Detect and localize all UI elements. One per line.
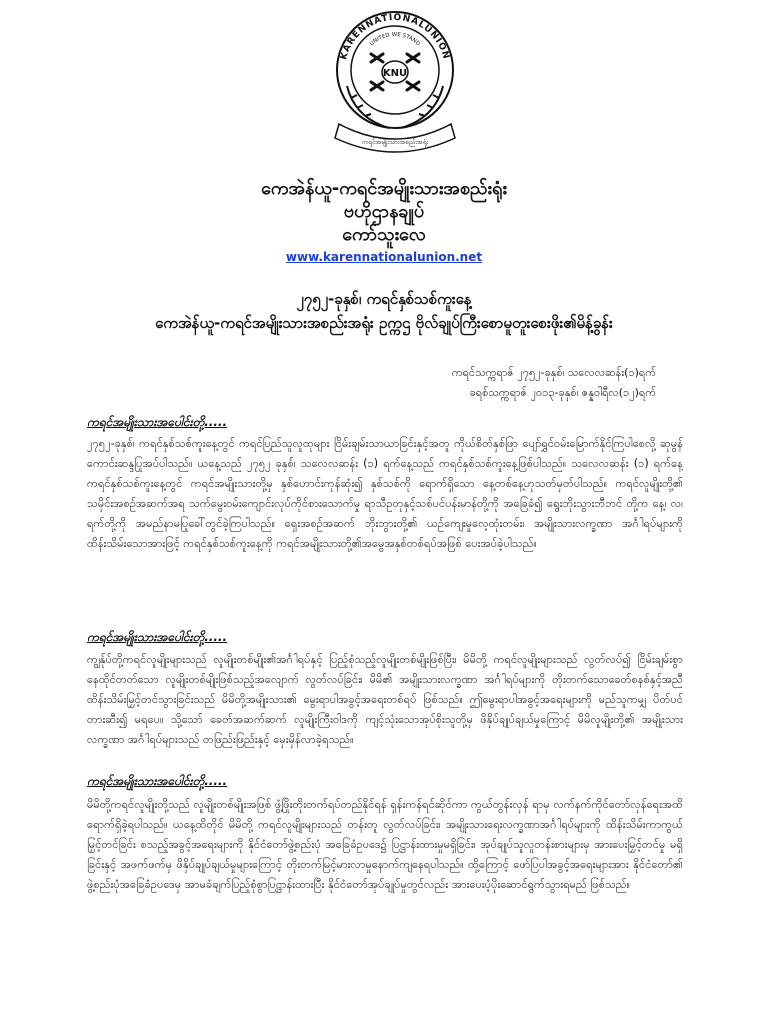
speech-title-line1: ၂၇၅၂-ခုနှစ်၊ ကရင်နှစ်သစ်ကူးနေ့ xyxy=(296,290,472,308)
salutation-2: ကရင်အမျိုးသားအပေါင်းတို့..... xyxy=(87,630,228,644)
paragraph-1: ၂၇၅၂-ခုနှစ်၊ ကရင်နှစ်သစ်ကူးနေ့တွင် ကရင်ပြည်သူလူထုများ ငြိမ်းချမ်းသာယာခြင်းနှင့်အတူ ကိုယ်စိတ်နှစ်ဖြာ ပျော်ရွှင်ဝမ်းမြောက်နိုင်ကြပါစေလို့ ဆုမွန်ကောင်းဆန္ဒပြုအပ်ပါသည်။ ယနေ့သည် ၂၇၅၂ ခုနှစ်၊ သလေလဆန်း (၁) ရက်နေ့သည် ကရင်နှစ်သစ်ကူးနေ့ဖြစ်ပါသည်။ သလေလဆန်း (၁) ရက်နေ့ ကရင်နှစ်သစ်ကူးနေ့တွင် ကရင်အမျိုးသားတို့မှ နှစ်ဟောင်းကုန်ဆုံး၍ နှစ်သစ်ကို ရောက်ရှိသော နေ့တစ်နေ့ဟုသတ်မှတ်ပါသည်။ ကရင်လူမျိုးတို့၏ သမိုင်းအစဉ်အဆက်အရ သက်မွေးဝမ်းကျောင်းလုပ်ကိုင်စားသောက်မှု ရာသီဥတုနှင့်သစ်ပင်ပန်းမာန်တို့ကို အခြေခံ၍ ရွေးဘိုးသွားဘီဘင် တို့က နေ့၊ လ၊ ရက်တို့ကို အမည်နာမပြုခေါ်တွင်ခဲ့ကြပါသည်။ ရှေးအစဉ်အဆက် ဘိုးဘွားတို့၏ ယဉ်ကျေးမှုလေ့ထုံးတမ်း၊ အမျိုးသားလက္ခဏာ အင်္ဂါရပ်များကို ထိန်းသိမ်းသောအားဖြင့် ကရင်နှစ်သစ်ကူးနေ့ကို ကရင်အမျိုးသားတို့၏အမွေအနှစ်တစ်ရပ်အဖြစ် ပေးအပ်ခဲ့ပါသည်။ xyxy=(87,437,683,550)
knu-seal-svg xyxy=(325,6,465,156)
office-location: ကော်သူးလေ xyxy=(342,224,426,245)
org-name: ကေအဲန်ယူ-ကရင်အမျိုးသားအစည်းရုံး xyxy=(261,178,507,199)
salutation-3: ကရင်အမျိုးသားအပေါင်းတို့..... xyxy=(87,774,228,788)
paragraph-2: ကျွန်ုပ်တို့ကရင်လူမျိုးများသည် လူမျိုးတစ်မျိုး၏အင်္ဂါရပ်နှင့် ပြည့်စုံသည့်လူမျိုးတစ်မျိုးဖြစ်ပြီး၊ မိမိတို့ ကရင်လူမျိုးများသည် လွတ်လပ်၍ ငြိမ်းချမ်းစွာနေထိုင်တတ်သော လူမျိုးတစ်မျိုးဖြစ်သည့်အလျောက် လွတ်လပ်ခြင်း၊ မိမိ၏ အမျိုးသားလက္ခဏာ အင်္ဂါရပ်များကို တိုးတက်သောခေတ်စနစ်နှင့်အညီ ထိန်းသိမ်းမြှင့်တင်သွားခြင်းသည် မိမိတို့အမျိုးသား၏ မွေးရာပါအခွင့်အရေးတစ်ရပ် ဖြစ်သည်။ ဤမွေးရာပါအခွင့်အရေးများကို မည်သူကမျှ ပိတ်ပင်တားဆီး၍ မရပေ။ သို့သော် ခေတ်အဆက်ဆက် လူမျိုးကြီးဝါဒကို ကျင့်သုံးသောအုပ်စိုးသူတို့မှ ဖိနှိပ်ချုပ်ချယ်မှုကြောင့် မိမိလူမျိုးတို့၏ အမျိုးသားလက္ခဏာ အင်္ဂါရပ်များသည် တဖြည်းဖြည်းနှင့် မှေးမှိန်လာခဲ့ရသည်။ xyxy=(87,653,683,746)
paragraph-3: မိမိတို့ကရင်လူမျိုးတို့သည် လူမျိုးတစ်မျိုးအဖြစ် ဖွံ့ဖြိုးတိုးတက်ရပ်တည်နိုင်ရန် ရှန်းကန်ရင်ဆိုင်ကာ ကွယ်တွန်းလှန် ရာမှ လက်နက်ကိုင်တော်လှန်ရေးအထိ ရောက်ရှိခဲ့ရပါသည်။ ယနေ့ထိတိုင် မိမိတို့ ကရင်လူမျိုးများသည် တန်းတူ လွတ်လပ်ခြင်း၊ အမျိုးသားရေးလက္ခဏာအင်္ဂါရပ်များကို ထိန်းသိမ်းကာကွယ်မြှင့်တင်ခြင်း စသည့်အခွင့်အရေးများကို နိုင်ငံတော်ဖွဲ့စည်းပုံ အခြေခံဥပဒေ၌ ပြဋ္ဌာန်းထားမှုမရှိခြင်း၊ အုပ်ချုပ်သူလူတန်းစားများမှ အားပေးမြှင့်တင်မှု မရှိခြင်းနှင့် အဖက်ဖက်မှ ဖိနှိပ်ချုပ်ချယ်မှုများကြောင့် တိုးတက်မြင့်မားလာမှုနောက်ကျနေရပါသည်။ ထို့ကြောင့် ဖော်ပြပါအခွင့်အရေးများအား နိုင်ငံတော်၏ ဖွဲ့စည်းပုံအခြေခံဥပဒေမှ အာမခံချက်ပြည့်စုံစွာပြဋ္ဌာန်းထားပြီး နိုင်ငံတော်အုပ်ချုပ်မှုတွင်လည်း အားပေးပံ့ပိုးဆောင်ရွက်သွားရမည် ဖြစ်သည်။ xyxy=(87,798,683,891)
knu-seal-logo xyxy=(325,6,465,156)
website-link[interactable]: www.karennationalunion.net xyxy=(285,250,483,264)
svg-text:KARENNATIONALUNION: KARENNATIONALUNION xyxy=(339,12,451,61)
svg-text:KNU: KNU xyxy=(382,68,408,79)
svg-text:UNITED WE STAND: UNITED WE STAND xyxy=(369,31,421,48)
speech-title-line2: ကေအဲန်ယူ-ကရင်အမျိုးသားအစည်းအရုံး ဥက္ကဌ ဗိုလ်ချုပ်ကြီးစောမူတူးစေးဖိုး၏မိန့်ခွန်း xyxy=(155,314,613,332)
christian-era-date: ခရစ်သက္ကရာဇ် ၂၀၁၃-ခုနှစ်၊ ဇန္နဝါရီလ(၁၂)ရက် xyxy=(469,386,656,399)
salutation-1: ကရင်အမျိုးသားအပေါင်းတို့..... xyxy=(87,415,228,429)
department-name: ဗဟိုဌာနချုပ် xyxy=(343,201,425,222)
seal-ribbon-text: ကရင်အမျိုးသားအစည်းအရုံး xyxy=(361,138,429,146)
karen-era-date: ကရင်သက္ကရာဇ် ၂၇၅၂-ခုနှစ်၊ သလေလဆန်း(၁)ရက် xyxy=(451,366,656,379)
